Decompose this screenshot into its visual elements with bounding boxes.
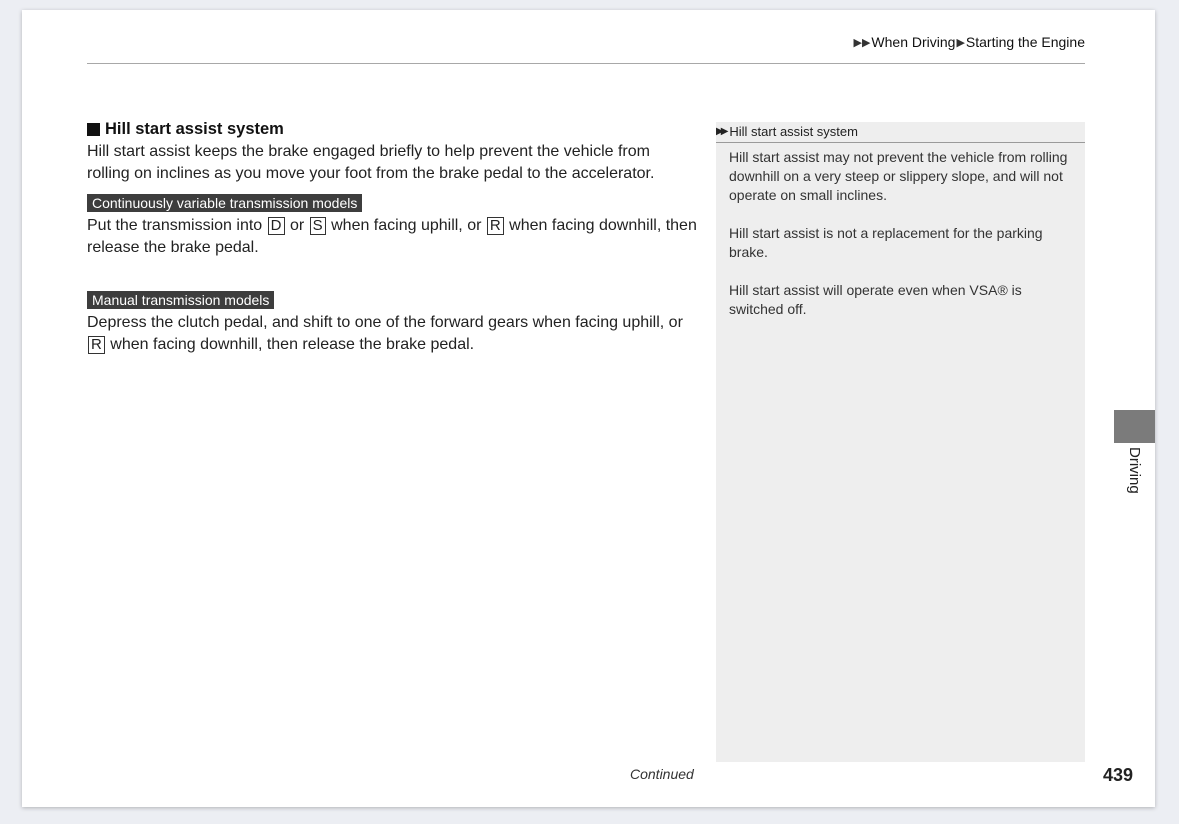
breadcrumb-item-when-driving[interactable]: When Driving bbox=[871, 34, 956, 50]
sidebar-note: Hill start assist will operate even when VSA® is switched off. bbox=[729, 282, 1022, 317]
main-content bbox=[87, 118, 697, 356]
chapter-tab-text: Driving bbox=[1126, 447, 1143, 494]
intro-paragraph: Hill start assist keeps the brake engaged briefly to help prevent the vehicle from rolling on inclines as you move your foot from the brake pedal to the accelerator. bbox=[87, 143, 655, 182]
spacer bbox=[87, 259, 697, 282]
manual-models-tag: Manual transmission models bbox=[87, 291, 274, 309]
sidebar-note: Hill start assist may not prevent the vehicle from rolling downhill on a very steep or slippery slope, and will not operate on small inclines. bbox=[729, 149, 1068, 203]
header-divider bbox=[87, 63, 1085, 64]
manual-text-1: Depress the clutch pedal, and shift to one of the forward gears when facing uphill, or bbox=[87, 314, 683, 331]
breadcrumb-separator-icon: ▶ bbox=[956, 36, 965, 49]
cvt-text-4: when facing downhill, then release the brake pedal. bbox=[87, 217, 697, 256]
continued-label: Continued bbox=[630, 766, 694, 782]
cvt-text-2: or bbox=[289, 217, 305, 234]
drive-key-icon: D bbox=[268, 217, 285, 235]
sidebar-note: Hill start assist is not a replacement for the parking brake. bbox=[729, 225, 1043, 260]
cvt-text-1: Put the transmission into bbox=[87, 217, 263, 234]
cvt-models-tag: Continuously variable transmission models bbox=[87, 194, 362, 212]
square-bullet-icon bbox=[87, 123, 100, 136]
sidebar-notes bbox=[716, 122, 1085, 762]
manual-page bbox=[22, 10, 1155, 807]
cvt-text-3: when facing uphill, or bbox=[331, 217, 482, 234]
section-title-text: Hill start assist system bbox=[105, 120, 284, 138]
sport-key-icon: S bbox=[310, 217, 326, 235]
manual-text-2: when facing downhill, then release the brake pedal. bbox=[110, 336, 475, 353]
chapter-tab-marker[interactable] bbox=[1114, 410, 1155, 443]
sidebar-heading-text: Hill start assist system bbox=[729, 124, 858, 139]
breadcrumb-arrow-icon: ▶▶ bbox=[853, 36, 871, 49]
section-title bbox=[87, 118, 697, 140]
sidebar-body bbox=[716, 143, 1085, 319]
cvt-instructions bbox=[87, 215, 697, 259]
chapter-tab-label[interactable] bbox=[1114, 443, 1155, 513]
reverse-key-icon: R bbox=[88, 336, 105, 354]
sidebar-heading bbox=[716, 122, 1085, 143]
manual-instructions bbox=[87, 312, 697, 356]
reverse-key-icon: R bbox=[487, 217, 504, 235]
breadcrumb bbox=[852, 34, 1085, 50]
double-chevron-icon: ▶▶ bbox=[716, 126, 726, 137]
page-number: 439 bbox=[1103, 765, 1134, 785]
breadcrumb-item-starting-engine[interactable]: Starting the Engine bbox=[965, 34, 1085, 50]
